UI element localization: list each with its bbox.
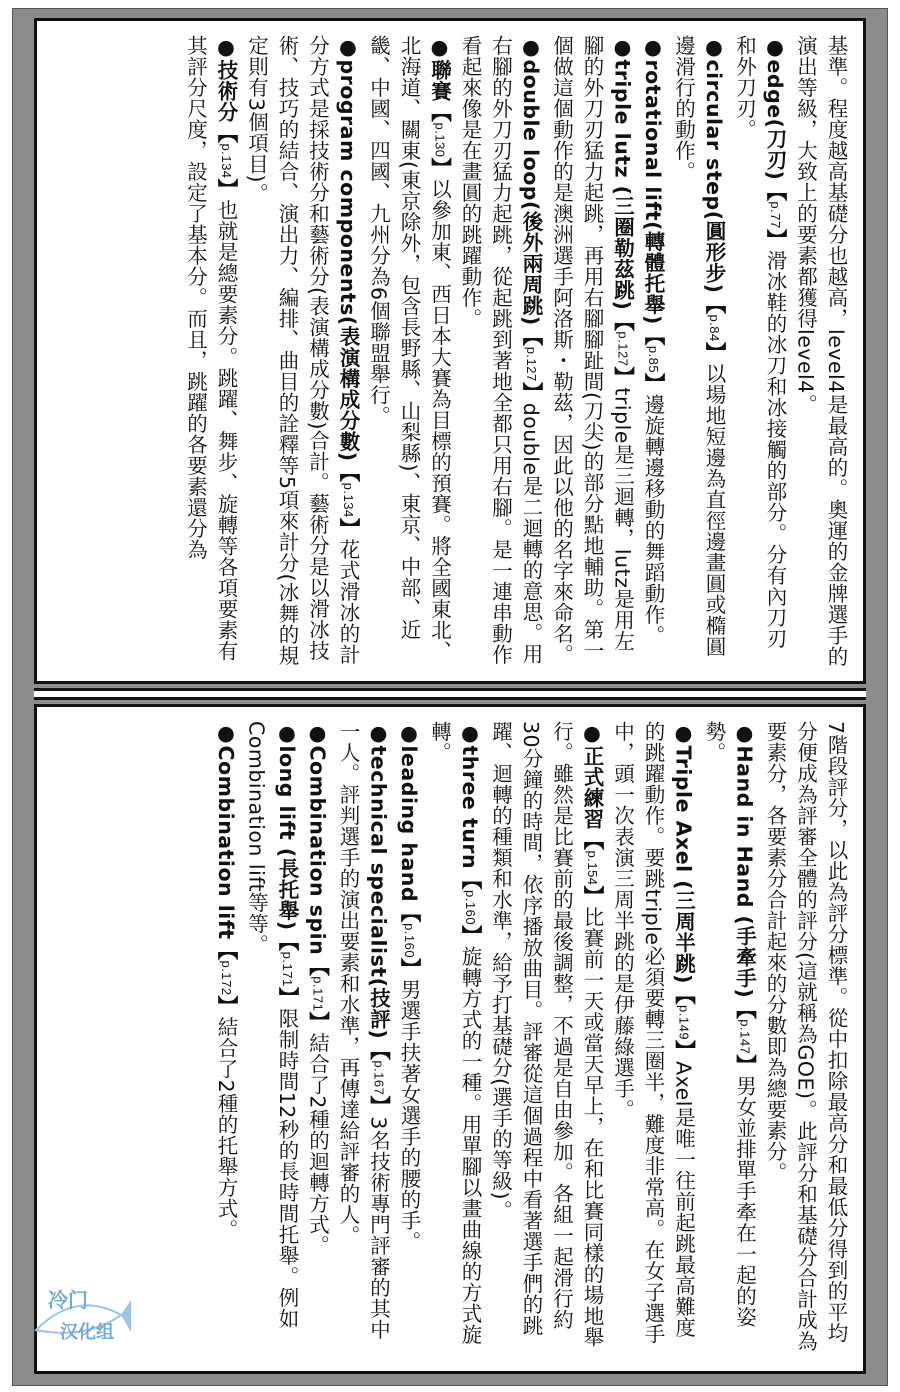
glossary-entry: ●leading hand【p.160】男選手扶著女選手的腰的手。 — [397, 721, 421, 1253]
entry-text: 7階段評分，以此為評分標準。從中扣除最高分和最低分得到的平均分便成為評審全體的評分(這就稱為GOE)。此評分和基礎分合計成為要素分，各要素分合計起來的分數即為總要素分。 — [763, 721, 848, 1352]
entry-text: 男女並排單手牽在一起的姿勢。 — [702, 721, 757, 1328]
glossary-entry: ●circular step(圓形步)【p.84】以場地短邊為直徑邊畫圓或橢圓邊滑行的動作。 — [671, 35, 726, 657]
entry-page-ref: p.172 — [219, 960, 234, 996]
entry-page-ref: p.149 — [676, 1005, 692, 1041]
glossary-entry: ●Combination lift【p.172】結合了2種的托舉方式。 — [214, 721, 238, 1241]
scanlation-watermark — [26, 1270, 136, 1380]
glossary-entry: ●正式練習【p.154】比賽前一天或當天早上，在和比賽同樣的場地舉行。雖然是比賽前的最後調整，不過是自由參加。各組一起滑行約30分鐘的時間，依序播放曲目。評審從這個過程中看著選手們的跳躍、迴轉的種類和水準，給予打基礎分(選手的等級)。 — [488, 721, 604, 1348]
entry-page-ref: p.84 — [707, 314, 722, 342]
bullet-icon: ● — [610, 35, 635, 60]
entry-page-ref: p.171 — [310, 976, 326, 1012]
glossary-entry: ●聯賽【p.130】以參加東、西日本大賽為目標的預賽。將全國東北、北海道、關東(東京除外，包含長野縣、山梨縣)、東京、中部、近畿、中國、四國、九州分為6個聯盟舉行。 — [366, 35, 452, 662]
glossary-panel-bottom — [34, 704, 866, 1374]
glossary-entry: ●技術分【p.134】也就是總要素分。跳躍、舞步、旋轉等各項要素有其評分尺度，設定了基本分。而且，跳躍的各要素還分為 — [183, 35, 238, 662]
entry-term: Combination spin — [305, 745, 330, 956]
entry-term: triple lutz (三圈勒茲跳) — [610, 59, 635, 311]
watermark-line2: 汉化组 — [60, 1322, 114, 1343]
glossary-entry: ●Hand in Hand (手牽手)【p.147】男女並排單手牽在一起的姿勢。 — [702, 721, 757, 1328]
entry-page-ref: p.147 — [737, 1019, 753, 1055]
glossary-entry: ●triple lutz (三圈勒茲跳)【p.127】triple是三迴轉，lutz是用左腳的外刀刃猛力起跳，再用右腳腳趾間(刀尖)的部分點地輔助。第一個做這個動作的是澳洲選手阿洛斯・勒茲，因此以他的名字來命名。 — [549, 35, 635, 665]
bullet-icon: ● — [427, 35, 452, 60]
glossary-entry: ●double loop(後外兩周跳)【p.127】double是二迴轉的意思。用右腳的外刀刃猛力起跳，從起跳到著地全都只用右腳。是一連串動作看起來像是在畫圓的跳躍動作。 — [458, 35, 543, 665]
bullet-icon: ● — [275, 721, 299, 746]
entry-term: three turn — [458, 745, 482, 870]
entry-text: 結合了2種的托舉方式。 — [214, 1016, 238, 1241]
entry-text: 邊旋轉邊移動的舞蹈動作。 — [641, 394, 665, 647]
entry-term: double loop(後外兩周跳) — [519, 59, 543, 326]
entry-term: Hand in Hand (手牽手) — [732, 745, 757, 999]
bullet-icon: ● — [458, 721, 482, 746]
bullet-icon: ● — [336, 35, 360, 60]
entry-page-ref: p.130 — [432, 122, 448, 158]
bullet-icon: ● — [732, 721, 757, 746]
entry-page-ref: p.127 — [524, 346, 539, 382]
entry-text: 以場地短邊為直徑邊畫圓或橢圓邊滑行的動作。 — [671, 35, 726, 657]
entry-term: rotational lift(轉體托舉) — [641, 59, 665, 325]
entry-page-ref: p.171 — [280, 951, 295, 987]
entry-page-ref: p.160 — [463, 890, 478, 926]
entry-text: 男選手扶著女選手的腰的手。 — [397, 979, 421, 1253]
entry-term: 技術分 — [214, 59, 238, 123]
glossary-entry: ●program components(表演構成分數)【p.134】花式滑冰的計分方式是採技術分和藝術分(表演構成分數)合計。藝術分是以滑冰技術、技巧的結合、演出力、編排、曲目的詮釋等5項來計分(冰舞的規定則有3個項目)。 — [244, 35, 360, 667]
glossary-entry: ●technical specialist(技評)【p.167】3名技術專門評審的其中一人。評判選手的演出要素和水準，再傳達給評審的人。 — [336, 721, 391, 1340]
entry-text: 基準。程度越高基礎分也越高，level4是最高的。奧運的金牌選手的演出等級，大致上的要素都獲得level4。 — [793, 35, 848, 667]
entry-term: 聯賽 — [427, 59, 452, 102]
glossary-entry: ●edge(刀刃)【p.77】滑冰鞋的冰刀和冰接觸的部分。分有內刀刃和外刀刃。 — [732, 35, 787, 649]
entry-term: circular step(圓形步) — [702, 59, 726, 294]
bullet-icon: ● — [641, 35, 665, 60]
entry-term: program components(表演構成分數) — [336, 59, 360, 462]
entry-text: 花式滑冰的計分方式是採技術分和藝術分(表演構成分數)合計。藝術分是以滑冰技術、技巧的結合、演出力、編排、曲目的詮釋等5項來計分(冰舞的規定則有3個項目)。 — [244, 35, 360, 667]
entry-text: 結合了2種的迴轉方式。 — [305, 1032, 330, 1256]
entry-text: 旋轉方式的一種。用單腳以畫曲線的方式旋轉。 — [427, 721, 482, 1346]
entry-term: long lift (長托舉) — [275, 745, 299, 931]
glossary-entry: ●Combination spin【p.171】結合了2種的迴轉方式。 — [305, 721, 330, 1256]
entry-term: technical specialist(技評) — [366, 745, 391, 1040]
bullet-icon: ● — [397, 721, 421, 746]
glossary-entry — [760, 721, 852, 1357]
entry-term: Combination lift — [214, 745, 238, 940]
entry-page-ref: p.154 — [585, 850, 600, 886]
entry-page-ref: p.134 — [341, 482, 356, 518]
watermark-line1: 冷门 — [48, 1288, 88, 1312]
entry-text: 限制時間12秒的長時間托舉。例如Combination lift等等。 — [244, 721, 299, 1329]
bullet-icon: ● — [305, 721, 330, 746]
entry-term: leading hand — [397, 745, 421, 903]
bullet-icon: ● — [763, 35, 787, 60]
bullet-icon: ● — [214, 35, 238, 60]
entry-page-ref: p.167 — [371, 1060, 387, 1096]
entry-page-ref: p.77 — [768, 201, 783, 229]
entry-text: 也就是總要素分。跳躍、舞步、旋轉等各項要素有其評分尺度，設定了基本分。而且，跳躍的各要素還分為 — [183, 35, 238, 662]
entry-text: Axel是唯一往前起跳最高難度的跳躍動作。要跳triple必須要轉三圈半，難度非常高。在女子選手中，頭一次表演三周半跳的是伊藤綠選手。 — [610, 721, 696, 1345]
entry-page-ref: p.127 — [615, 331, 631, 367]
bullet-icon: ● — [366, 721, 391, 746]
glossary-entry: ●long lift (長托舉)【p.171】限制時間12秒的長時間托舉。例如Combination lift等等。 — [244, 721, 299, 1329]
bullet-icon: ● — [671, 721, 696, 746]
glossary-entry: ●Triple Axel (三周半跳)【p.149】Axel是唯一往前起跳最高難度的跳躍動作。要跳triple必須要轉三圈半，難度非常高。在女子選手中，頭一次表演三周半跳的是伊藤綠選手。 — [610, 721, 696, 1345]
entry-text: 以參加東、西日本大賽為目標的預賽。將全國東北、北海道、關東(東京除外，包含長野縣、山梨縣)、東京、中部、近畿、中國、四國、九州分為6個聯盟舉行。 — [366, 35, 452, 662]
entry-text: 3名技術專門評審的其中一人。評判選手的演出要素和水準，再傳達給評審的人。 — [336, 721, 391, 1340]
entry-page-ref: p.134 — [219, 143, 234, 179]
entry-text: double是二迴轉的意思。用右腳的外刀刃猛力起跳，從起跳到著地全都只用右腳。是一連串動作看起來像是在畫圓的跳躍動作。 — [458, 35, 543, 665]
glossary-entry: ●three turn【p.160】旋轉方式的一種。用單腳以畫曲線的方式旋轉。 — [427, 721, 482, 1346]
glossary-entry — [790, 35, 851, 667]
bullet-icon: ● — [519, 35, 543, 60]
panel-divider — [34, 688, 866, 700]
entry-text: 比賽前一天或當天早上，在和比賽同樣的場地舉行。雖然是比賽前的最後調整，不過是自由參加。各組一起滑行約30分鐘的時間，依序播放曲目。評審從這個過程中看著選手們的跳躍、迴轉的種類和水準，給予打基礎分(選手的等級)。 — [488, 721, 604, 1348]
bullet-icon: ● — [580, 721, 604, 746]
entry-text: triple是三迴轉，lutz是用左腳的外刀刃猛力起跳，再用右腳腳趾間(刀尖)的部分點地輔助。第一個做這個動作的是澳洲選手阿洛斯・勒茲，因此以他的名字來命名。 — [549, 35, 635, 665]
glossary-entry: ●rotational lift(轉體托舉)【p.85】邊旋轉邊移動的舞蹈動作。 — [641, 35, 665, 647]
entry-page-ref: p.160 — [402, 923, 417, 959]
entry-term: Triple Axel (三周半跳) — [671, 745, 696, 985]
glossary-panel-top — [34, 18, 866, 684]
entry-term: edge(刀刃) — [763, 59, 787, 181]
bullet-icon: ● — [702, 35, 726, 60]
entry-text: 滑冰鞋的冰刀和冰接觸的部分。分有內刀刃和外刀刃。 — [732, 35, 787, 649]
entry-term: 正式練習 — [580, 745, 604, 830]
entry-page-ref: p.85 — [646, 345, 661, 374]
bullet-icon: ● — [214, 721, 238, 746]
